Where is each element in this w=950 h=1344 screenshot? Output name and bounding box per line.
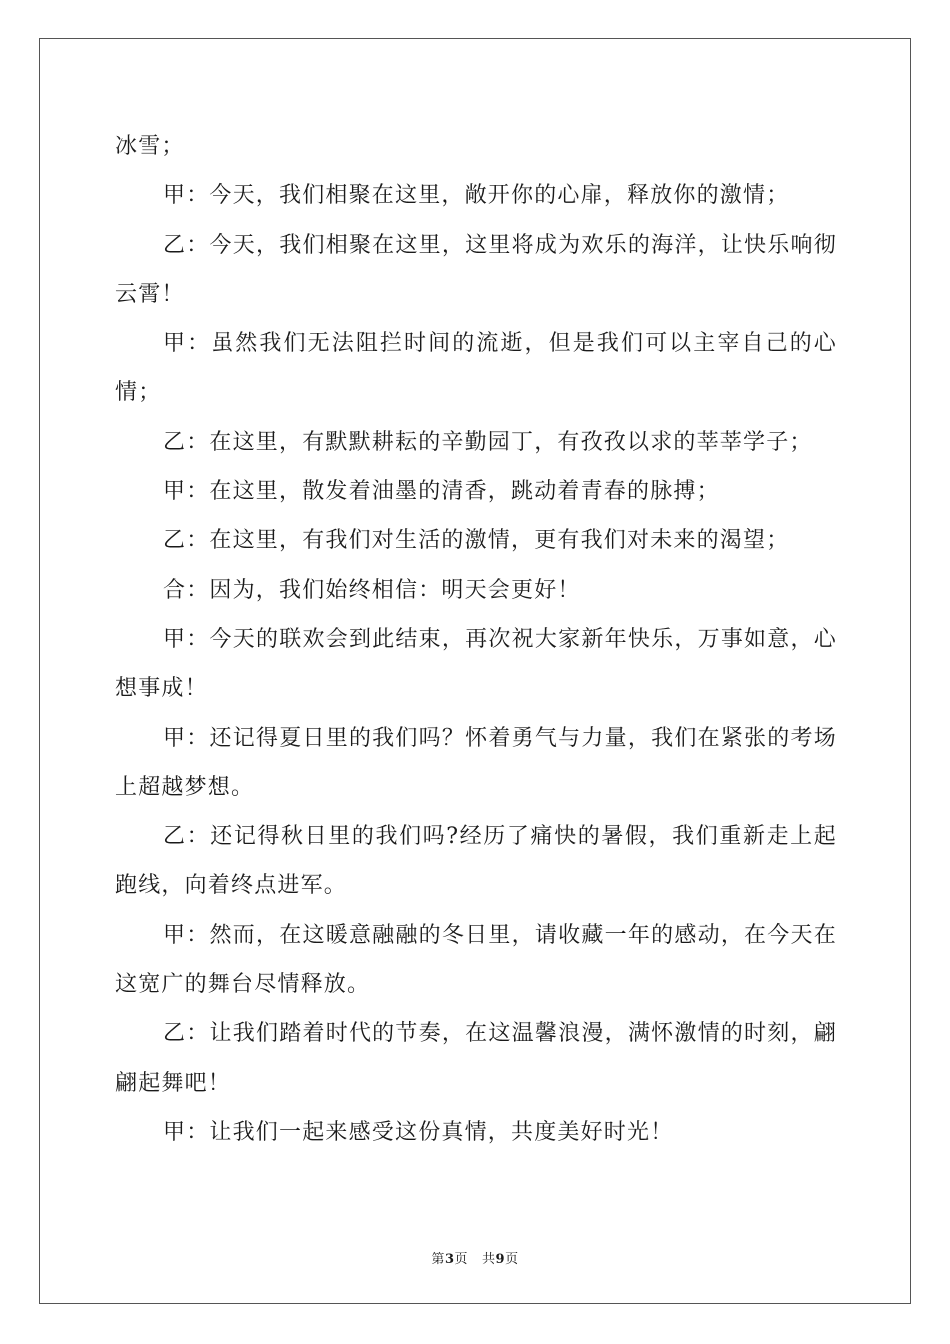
page-prefix: 第 [431, 1252, 445, 1267]
total-suffix: 页 [505, 1252, 519, 1267]
total-prefix: 共 [482, 1252, 496, 1267]
page-number [431, 1252, 468, 1267]
paragraph: 甲：还记得夏日里的我们吗？怀着勇气与力量，我们在紧张的考场上超越梦想。 [115, 725, 837, 800]
paragraph: 甲：让我们一起来感受这份真情，共度美好时光！ [163, 1119, 674, 1145]
document-body [115, 122, 837, 1157]
paragraph: 乙：还记得秋日里的我们吗?经历了痛快的暑假，我们重新走上起跑线，向着终点进军。 [115, 824, 837, 899]
paragraph: 冰雪； [115, 134, 185, 159]
paragraph: 甲：虽然我们无法阻拦时间的流逝，但是我们可以主宰自己的心情； [115, 331, 837, 406]
paragraph: 乙：在这里，有我们对生活的激情，更有我们对未来的渴望； [163, 528, 790, 554]
current-page: 3 [444, 1252, 455, 1267]
paragraph: 乙：让我们踏着时代的节奏，在这温馨浪漫，满怀激情的时刻，翩翩起舞吧！ [115, 1021, 837, 1096]
paragraph: 合：因为，我们始终相信：明天会更好！ [163, 577, 581, 603]
paragraph: 乙：在这里，有默默耕耘的辛勤园丁，有孜孜以求的莘莘学子； [163, 429, 813, 455]
page-footer [0, 1248, 950, 1267]
paragraph: 甲：今天的联欢会到此结束，再次祝大家新年快乐，万事如意，心想事成！ [115, 626, 837, 702]
paragraph: 甲：今天，我们相聚在这里，敞开你的心扉，释放你的激情； [163, 183, 790, 209]
paragraph: 甲：在这里，散发着油墨的清香，跳动着青春的脉搏； [163, 479, 720, 505]
page-suffix: 页 [454, 1252, 468, 1267]
total-pages: 9 [495, 1252, 506, 1267]
paragraph: 乙：今天，我们相聚在这里，这里将成为欢乐的海洋，让快乐响彻云霄！ [115, 232, 837, 307]
paragraph: 甲：然而，在这暖意融融的冬日里，请收藏一年的感动，在今天在这宽广的舞台尽情释放。 [115, 922, 837, 998]
page-total [482, 1252, 519, 1267]
